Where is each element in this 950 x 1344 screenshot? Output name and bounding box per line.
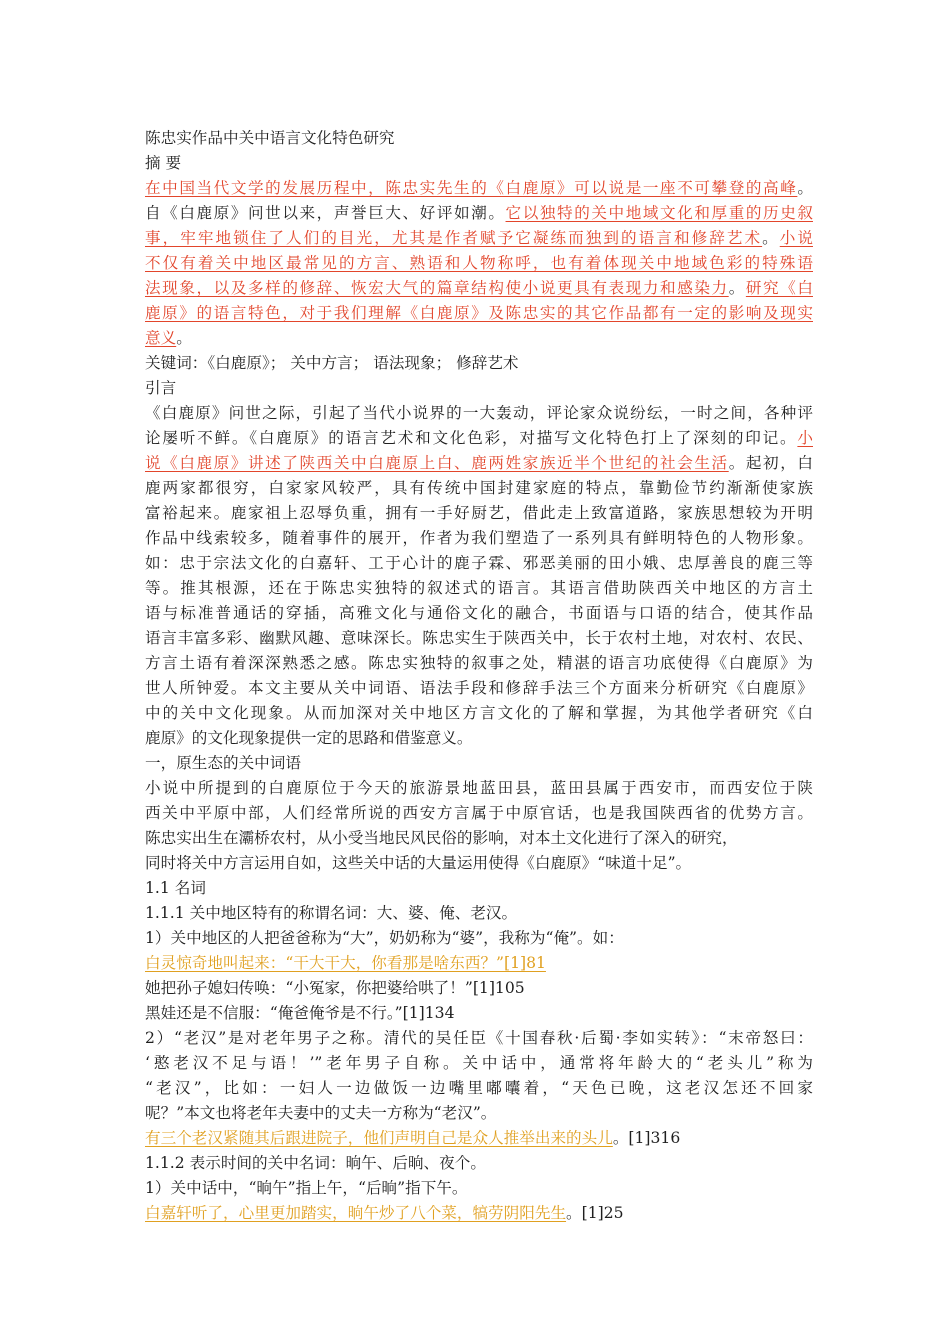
highlighted-text: 法现象，以及多样的修辞、恢宏大气的篇章结构使小说更具有表现力和感染力: [145, 279, 729, 297]
abstract-line: 自《白鹿原》问世以来，声誉巨大、好评如潮。它以独特的关中地域文化和厚重的历史叙: [145, 204, 813, 222]
abstract-line: [145, 301, 813, 326]
section1-line: 陈忠实出生在灞桥农村，从小受当地民风民俗的影响，对本土文化进行了深入的研究，: [145, 829, 738, 847]
section1-line: 西关中平原中部，人们经常所说的西安方言属于中原官话，也是我国陕西省的优势方言。: [145, 804, 813, 822]
highlighted-text: 意义: [145, 329, 177, 347]
intro-line: 方言土语有着深深熟悉之感。陈忠实独特的叙事之处，精湛的语言功底使得《白鹿原》为: [145, 654, 813, 672]
abstract-heading: 摘 要: [145, 154, 182, 172]
abstract-line: 事，牢牢地锁住了人们的目光，尤其是作者赋予它凝练而独到的语言和修辞艺术。小说: [145, 229, 813, 247]
section1-line: 小说中所提到的白鹿原位于今天的旅游景地蓝田县，蓝田县属于西安市，而西安位于陕: [145, 779, 813, 797]
section1-paragraph: [145, 776, 813, 876]
section1-line: 同时将关中方言运用自如，这些关中话的大量运用使得《白鹿原》“味道十足”。: [145, 854, 692, 872]
intro-line: 论屡听不鲜。《白鹿原》的语言艺术和文化色彩，对描写文化特色打上了深刻的印记。小: [145, 429, 813, 447]
subsubsection-heading: 1.1.1 关中地区特有的称谓名词：大、婆、俺、老汉。: [145, 904, 518, 922]
highlighted-text: 白嘉轩听了，心里更加踏实，晌午炒了八个菜，犒劳阴阳先生: [145, 1204, 567, 1222]
intro-line: 如：忠于宗法文化的白嘉轩、工于心计的鹿子霖、邪恶美丽的田小娥、忠厚善良的鹿三等: [145, 554, 813, 572]
highlighted-text: 鹿原》的语言特色，对于我们理解《白鹿原》及陈忠实的其它作品都有一定的影响及现实: [145, 304, 813, 322]
example-quote: 有三个老汉紧随其后跟进院子，他们声明自己是众人推举出来的头儿。[1]316: [145, 1129, 681, 1147]
abstract-line: [145, 251, 813, 276]
example-quote: 白嘉轩听了，心里更加踏实，晌午炒了八个菜，犒劳阴阳先生。[1]25: [145, 1204, 624, 1222]
list-item: 1）关中地区的人把爸爸称为“大”，奶奶称为“婆”，我称为“俺”。如：: [145, 929, 624, 947]
intro-line: 语与标准普通话的穿插，高雅文化与通俗文化的融合，书面语与口语的结合，使其作品: [145, 604, 813, 622]
abstract-line: 意义。: [145, 329, 192, 347]
highlighted-text: 小: [797, 429, 813, 447]
intro-line: 说《白鹿原》讲述了陕西关中白鹿原上白、鹿两姓家族近半个世纪的社会生活。起初，白: [145, 454, 813, 472]
intro-line: 富裕起来。鹿家祖上忍辱负重，拥有一手好厨艺，借此走上致富道路，家族思想较为开明: [145, 504, 813, 522]
section-heading: 一，原生态的关中词语: [145, 754, 301, 772]
example-quote: 黑娃还是不信服：“俺爸俺爷是不行。”[1]134: [145, 1004, 455, 1022]
intro-heading: 引言: [145, 379, 177, 397]
example-quote: 她把孙子媳妇传唤：“小冤家，你把婆给哄了！”[1]105: [145, 979, 525, 997]
example-quote: [145, 951, 813, 976]
highlighted-text: 在中国当代文学的发展历程中，陈忠实先生的《白鹿原》可以说是一座不可攀登的高峰: [145, 179, 798, 197]
highlighted-text: 研究《白: [745, 279, 813, 297]
intro-line: 作品中线索较多，随着事件的展开，作者为我们塑造了一系列具有鲜明特色的人物形象。: [145, 529, 813, 547]
subsection-heading: 1.1 名词: [145, 879, 206, 897]
list-item: 2）“老汉”是对老年男子之称。清代的吴任臣《十国春秋·后蜀·李如实转》：“末帝怒曰： ‘憨老汉不足与语！’”老年男子自称。关中话中，通常将年龄大的“老头儿”称为 “老汉”，比如：一妇人一边做饭一边嘴里嘟囔着，“天色已晚，这老汉怎还不回家 呢？”本文也将老年夫妻中的丈夫一方称为“老汉”。: [145, 1029, 813, 1122]
highlighted-text: 有三个老汉紧随其后跟进院子，他们声明自己是众人推举出来的头儿: [145, 1129, 613, 1147]
intro-line: 鹿原》的文化现象提供一定的思路和借鉴意义。: [145, 729, 473, 747]
highlighted-text: 小说: [779, 229, 813, 247]
document-title: 陈忠实作品中关中语言文化特色研究: [145, 129, 395, 147]
document-body: [145, 126, 813, 1226]
intro-line: 中的关中文化现象。从而加深对关中地区方言文化的了解和掌握，为其他学者研究《白: [145, 704, 813, 722]
keywords: 关键词：《白鹿原》； 关中方言； 语法现象； 修辞艺术: [145, 354, 519, 372]
highlighted-text: 白灵惊奇地叫起来：“干大干大，你看那是啥东西？”[1]81: [145, 954, 546, 972]
intro-line: 《白鹿原》问世之际，引起了当代小说界的一大轰动，评论家众说纷纭，一时之间，各种评: [145, 404, 813, 422]
intro-line: 语言丰富多彩、幽默风趣、意味深长。陈忠实生于陕西关中，长于农村土地，对农村、农民、: [145, 629, 813, 647]
intro-paragraph: [145, 401, 813, 751]
intro-line: 世人所钟爱。本文主要从关中词语、语法手段和修辞手法三个方面来分析研究《白鹿原》: [145, 679, 813, 697]
list-item: 1）关中话中，“晌午”指上午，“后晌”指下午。: [145, 1179, 468, 1197]
highlighted-text: 它以独特的关中地域文化和厚重的历史叙: [505, 204, 813, 222]
highlighted-text: 说《白鹿原》讲述了陕西关中白鹿原上白、鹿两姓家族近半个世纪的社会生活: [145, 454, 729, 472]
highlighted-text: 事，牢牢地锁住了人们的目光，尤其是作者赋予它凝练而独到的语言和修辞艺术: [145, 229, 763, 247]
highlighted-text: 不仅有着关中地区最常见的方言、熟语和人物称呼，也有着体现关中地域色彩的特殊语: [145, 254, 813, 272]
intro-line: 等。推其根源，还在于陈忠实独特的叙述式的语言。其语言借助陕西关中地区的方言土: [145, 579, 813, 597]
subsubsection-heading: 1.1.2 表示时间的关中名词：晌午、后晌、夜个。: [145, 1154, 486, 1172]
abstract-line: 在中国当代文学的发展历程中，陈忠实先生的《白鹿原》可以说是一座不可攀登的高峰。: [145, 179, 813, 197]
abstract-paragraph: [145, 176, 813, 351]
intro-line: 鹿两家都很穷，白家家风较严，具有传统中国封建家庭的特点，靠勤俭节约渐渐使家族: [145, 479, 813, 497]
abstract-line: 法现象，以及多样的修辞、恢宏大气的篇章结构使小说更具有表现力和感染力。研究《白: [145, 279, 813, 297]
